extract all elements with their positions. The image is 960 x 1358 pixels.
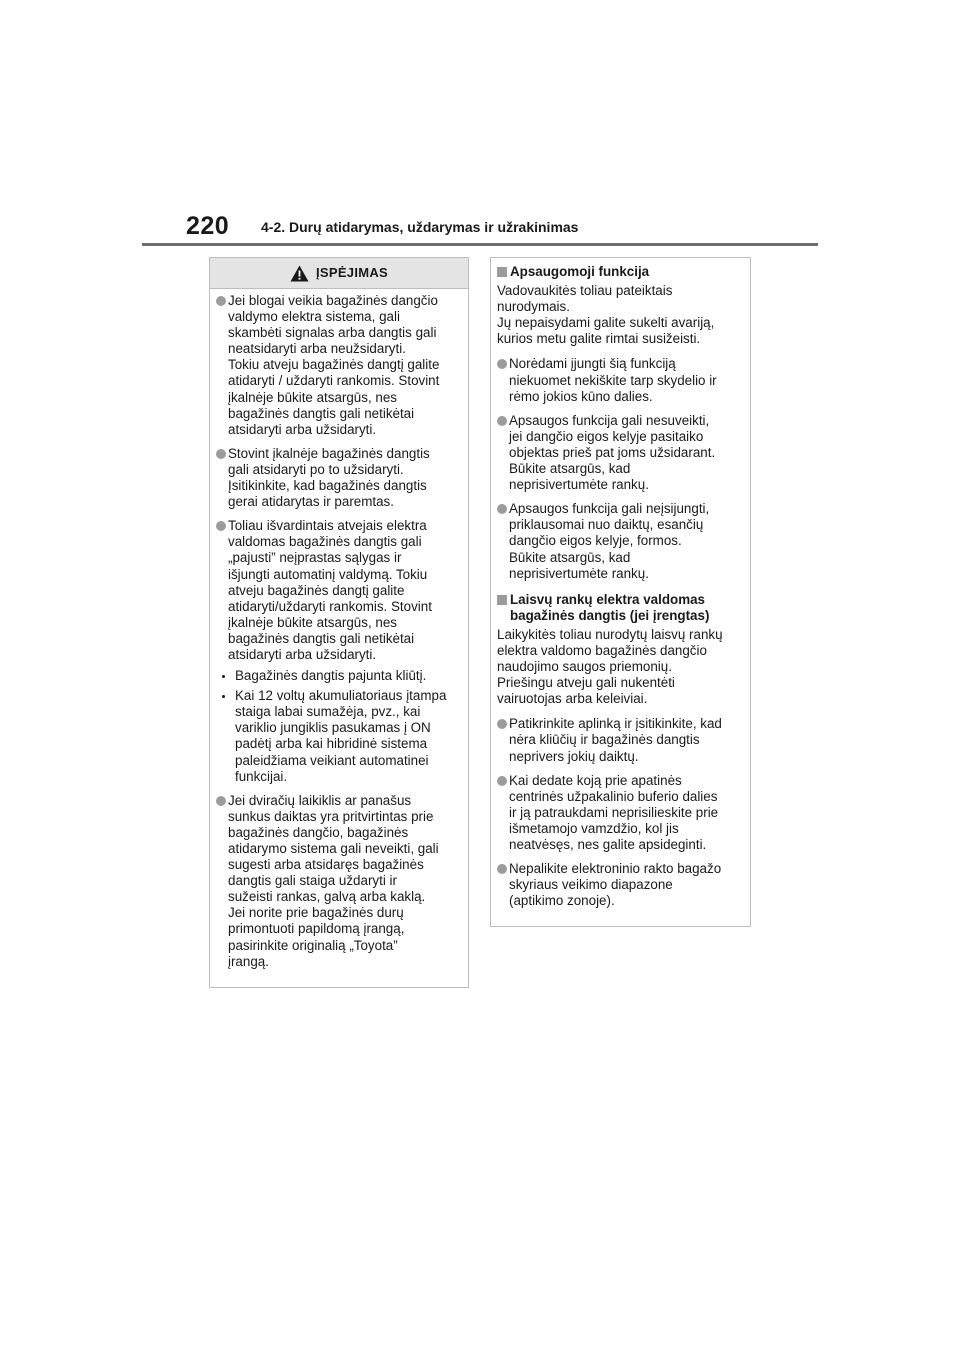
round-bullet-icon <box>497 416 507 426</box>
warning-panel <box>209 257 469 988</box>
round-bullet-icon <box>216 521 226 531</box>
info-item-text: Apsaugos funkcija gali neįsijungti, priklausomai nuo daiktų, esančių dangčio eigos kelyje, formos. Būkite atsargūs, kad neprisivertumėte rankų. <box>509 501 710 581</box>
round-bullet-icon <box>216 296 226 306</box>
warning-item <box>216 446 462 510</box>
round-bullet-icon <box>497 719 507 729</box>
warning-item-text: Toliau išvardintais atvejais elektra valdomas bagažinės dangtis gali „pajusti” neįprastas sąlygas ir išjungti automatinį valdymą. Tokiu atveju bagažinės dangtį galite atidaryti/uždaryti rankomis. Stovint įkalnėje būkite atsargūs, nes bagažinės dangtis gali netikėtai atsidaryti arba užsidaryti. <box>228 518 432 662</box>
section-heading-text: Apsaugomoji funkcija <box>510 264 650 279</box>
info-item <box>497 356 750 404</box>
warning-item <box>216 793 462 970</box>
info-item-text: Kai dedate koją prie apatinės centrinės užpakalinio buferio dalies ir ją patraukdami neprisilieskite prie išmetamojo vamzdžio, kol jis neatvėsęs, nes galite apsideginti. <box>509 772 719 852</box>
section-heading-text: Laisvų rankų elektra valdomas bagažinės dangtis (jei įrengtas) <box>510 591 710 623</box>
info-item-text: Norėdami įjungti šią funkciją niekuomet nekiškite tarp skydelio ir rėmo jokios kūno dalies. <box>509 356 717 404</box>
warning-item-text: Stovint įkalnėje bagažinės dangtis gali atsidaryti po to užsidaryti. Įsitikinkite, kad bagažinės dangtis gerai atidarytas ir paremtas. <box>228 445 430 510</box>
round-bullet-icon <box>497 864 507 874</box>
info-item <box>497 716 750 764</box>
square-marker-icon <box>497 595 507 605</box>
info-item <box>497 413 750 493</box>
warning-triangle-icon <box>290 265 309 282</box>
round-bullet-icon <box>497 359 507 369</box>
warning-sub-item <box>216 688 462 785</box>
warning-body <box>210 289 468 970</box>
warning-sub-item-text: Kai 12 voltų akumuliatoriaus įtampa staiga labai sumažėja, pvz., kai variklio jungiklis pasukamas į ON padėtį arba kai hibridinė sistema paleidžiama veikiant automatinei funkcijai. <box>235 688 447 784</box>
info-panel <box>490 257 751 927</box>
section-heading <box>497 592 750 624</box>
small-bullet-icon <box>222 695 225 698</box>
section-heading <box>497 264 750 280</box>
section-intro: Laikykitės toliau nurodytų laisvų rankų elektra valdomo bagažinės dangčio naudojimo saugos priemonių. Priešingu atveju gali nukentėti vairuotojas arba keleiviai. <box>497 626 723 707</box>
info-item <box>497 773 750 853</box>
warning-header <box>210 258 468 289</box>
round-bullet-icon <box>497 504 507 514</box>
warning-sub-item <box>216 668 462 684</box>
info-item <box>497 861 750 909</box>
info-item-text: Patikrinkite aplinką ir įsitikinkite, kad nėra kliūčių ir bagažinės dangtis neprivers jokių daiktų. <box>509 716 722 764</box>
warning-item-text: Jei blogai veikia bagažinės dangčio valdymo elektra sistema, gali skambėti signalas arba dangtis gali neatsidaryti arba neužsidaryti. Tokiu atveju bagažinės dangtį galite atidaryti / uždaryti rankomis. Stovint įkalnėje būkite atsargūs, nes bagažinės dangtis gali netikėtai atsidaryti arba užsidaryti. <box>228 293 440 437</box>
section-intro: Vadovaukitės toliau pateiktais nurodymais. Jų nepaisydami galite sukelti avariją, kurios metu galite rimtai susižeisti. <box>497 283 715 347</box>
info-item-text: Apsaugos funkcija gali nesuveikti, jei dangčio eigos kelyje pasitaiko objektas prieš pat joms užsidarant. Būkite atsargūs, kad neprisivertumėte rankų. <box>509 412 716 493</box>
info-item <box>497 501 750 581</box>
warning-sub-item-text: Bagažinės dangtis pajunta kliūtį. <box>235 668 427 684</box>
warning-title: ĮSPĖJIMAS <box>315 264 389 280</box>
page-number: 220 <box>186 212 230 240</box>
warning-item <box>216 518 462 663</box>
section-title: 4-2. Durų atidarymas, uždarymas ir užrakinimas <box>261 219 579 235</box>
round-bullet-icon <box>216 449 226 459</box>
warning-item-text: Jei dviračių laikiklis ar panašus sunkus daiktas yra pritvirtintas prie bagažinės dangčio, bagažinės atidarymo sistema gali neveikti, gali sugesti arba atsidaręs bagažinės dangtis gali staiga uždaryti ir sužeisti rankas, galvą arba kaklą. Jei norite prie bagažinės durų primontuoti papildomą įrangą, pasirinkite originalią „Toyota” įrangą. <box>228 792 439 969</box>
warning-item <box>216 293 462 438</box>
header-rule <box>142 243 818 246</box>
small-bullet-icon <box>222 675 225 678</box>
round-bullet-icon <box>216 796 226 806</box>
square-marker-icon <box>497 267 507 277</box>
round-bullet-icon <box>497 776 507 786</box>
info-item-text: Nepalikite elektroninio rakto bagažo skyriaus veikimo diapazone (aptikimo zonoje). <box>509 861 722 909</box>
